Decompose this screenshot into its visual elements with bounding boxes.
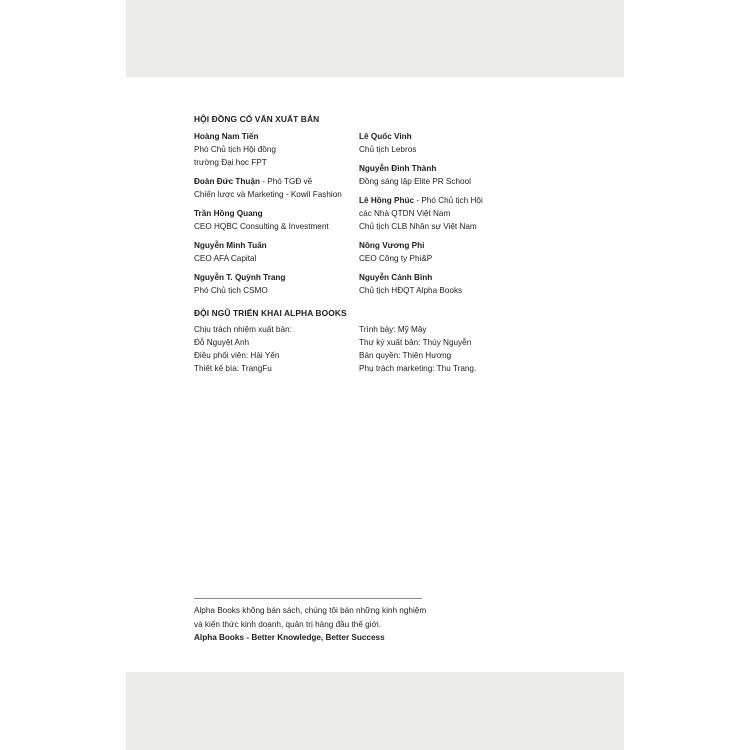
advisor-name: Hoàng Nam Tiến	[194, 132, 259, 141]
advisor-name: Nguyễn T. Quỳnh Trang	[194, 273, 286, 282]
advisory-left-column	[194, 130, 344, 303]
team-credit-line: Đỗ Nguyệt Anh	[194, 338, 250, 347]
advisor-title: Chủ tịch Lebros	[359, 145, 417, 154]
footer-slogan: Alpha Books - Better Knowledge, Better Success	[194, 633, 385, 642]
team-right-column	[359, 323, 519, 375]
advisor-title: CEO HQBC Consulting & Investment	[194, 222, 329, 231]
footer-divider	[194, 598, 422, 599]
advisor-entry	[359, 239, 509, 265]
advisor-entry	[359, 130, 509, 156]
team-credit-line: Chịu trách nhiệm xuất bản:	[194, 325, 292, 334]
team-left-column	[194, 323, 354, 375]
bottom-gray-band	[126, 672, 624, 750]
team-credit-line: Điều phối viên: Hải Yến	[194, 351, 280, 360]
advisor-title: trường Đại học FPT	[194, 158, 267, 167]
advisor-name: Nguyễn Cảnh Bình	[359, 273, 433, 282]
advisor-title: Chủ tịch CLB Nhân sự Việt Nam	[359, 222, 477, 231]
team-credit-line: Trình bày: Mỹ Mây	[359, 325, 427, 334]
footer-text-line: và kiến thức kinh doanh, quản trị hàng đầu thế giới.	[194, 619, 382, 629]
footer-text-line: Alpha Books không bán sách, chúng tôi bán những kinh nghiệm	[194, 606, 427, 615]
advisor-name: Nguyễn Minh Tuấn	[194, 241, 267, 250]
advisor-entry	[194, 239, 344, 265]
advisor-entry	[194, 207, 344, 233]
advisor-title: CEO AFA Capital	[194, 254, 257, 263]
team-credit-line: Thư ký xuất bản: Thúy Nguyễn	[359, 338, 472, 347]
advisor-title: CEO Công ty Phi&P	[359, 254, 433, 263]
advisory-right-column	[359, 130, 509, 303]
advisor-entry	[359, 162, 509, 188]
advisor-name: Trần Hồng Quang	[194, 209, 263, 218]
advisor-entry	[194, 271, 344, 297]
team-credit-line: Bản quyền: Thiên Hương	[359, 351, 452, 360]
advisor-name: Đoàn Đức Thuận - Phó TGĐ về	[194, 177, 313, 186]
advisor-entry	[194, 130, 344, 169]
advisor-title: Đồng sáng lập Elite PR School	[359, 177, 471, 186]
team-credit-line: Thiết kế bìa: TrangFu	[194, 364, 272, 373]
advisor-entry	[359, 271, 509, 297]
team-credit-line: Phụ trách marketing: Thu Trang.	[359, 364, 477, 373]
advisor-name: Lê Hồng Phúc - Phó Chủ tịch Hội	[359, 196, 483, 205]
top-gray-band	[126, 0, 624, 77]
footer-tagline	[194, 604, 454, 645]
advisor-entry	[359, 194, 509, 233]
team-heading: ĐỘI NGŨ TRIỂN KHAI ALPHA BOOKS	[194, 308, 347, 318]
advisor-entry	[194, 175, 344, 201]
advisor-name: Lê Quốc Vinh	[359, 132, 412, 141]
advisor-title: các Nhà QTDN Việt Nam	[359, 209, 451, 218]
advisor-title: Phó Chủ tịch Hội đồng	[194, 145, 276, 154]
advisory-heading: HỘI ĐỒNG CỐ VẤN XUẤT BẢN	[194, 114, 320, 124]
advisor-name: Nông Vương Phi	[359, 241, 425, 250]
advisor-name: Nguyễn Đình Thành	[359, 164, 437, 173]
advisor-title: Chiến lược và Marketing - Kowil Fashion	[194, 190, 342, 199]
advisor-title: Phó Chủ tịch CSMO	[194, 286, 268, 295]
advisor-title: Chủ tịch HĐQT Alpha Books	[359, 286, 463, 295]
